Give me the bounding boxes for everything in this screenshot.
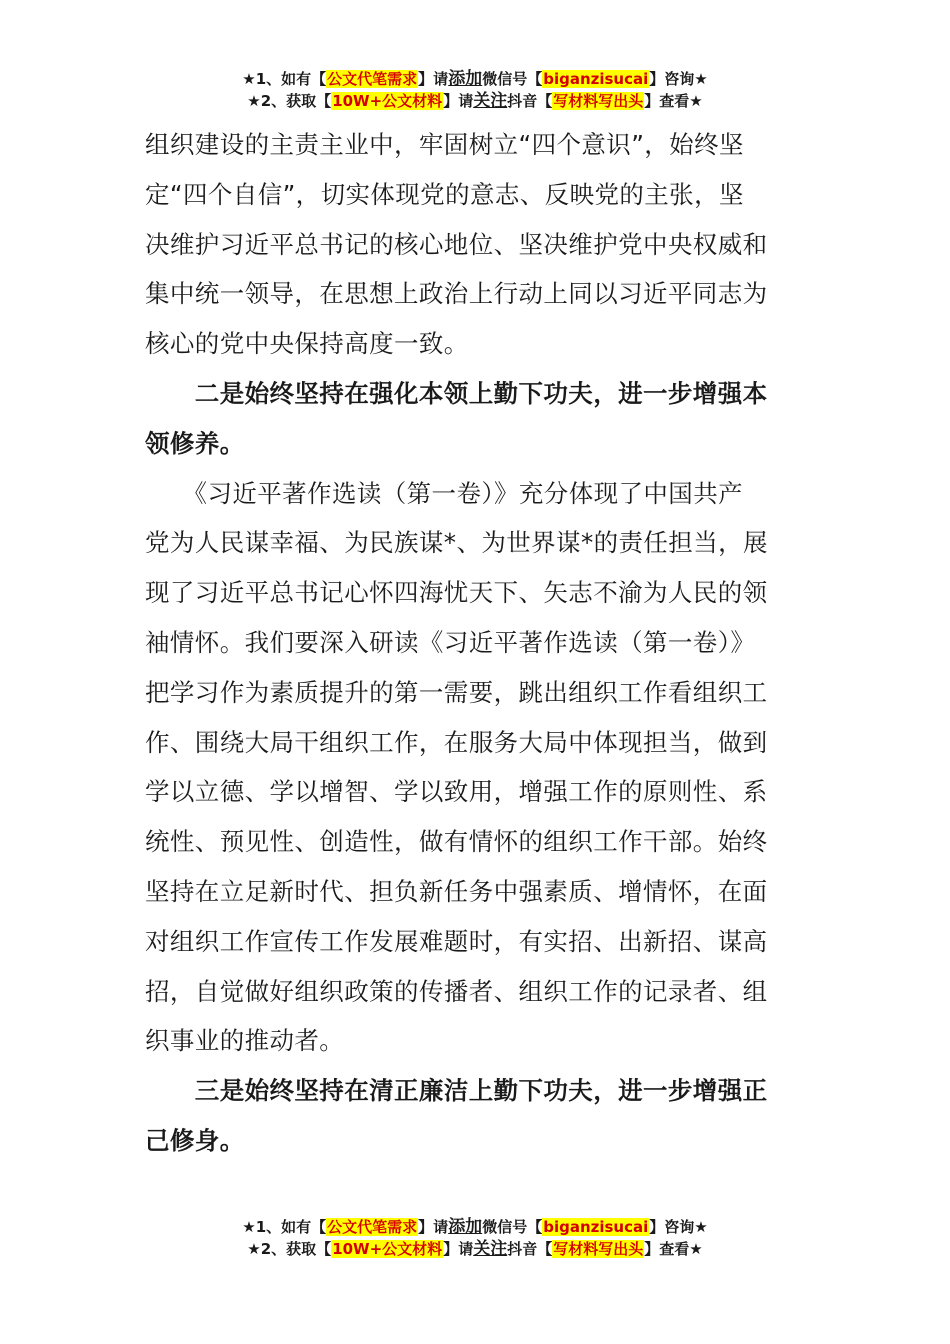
paragraph: [145, 469, 810, 1067]
banner-emphasis: 关注: [473, 1239, 508, 1259]
footer-banner: [0, 1216, 950, 1260]
banner-emphasis: 添加: [448, 1217, 483, 1237]
text-line: 织事业的推动者。: [145, 1026, 345, 1056]
wechat-id-highlight: biganzisucai: [543, 1218, 649, 1236]
banner-text: ★2、获取【: [247, 92, 332, 110]
text-line: 定“四个自信”，切实体现党的意志、反映党的主张，坚: [145, 179, 744, 209]
banner-line-1: [0, 1216, 950, 1238]
text-line: 己修身。: [145, 1125, 245, 1155]
banner-text: 】请: [443, 1240, 474, 1258]
banner-line-1: [0, 68, 950, 90]
douyin-highlight: 写材料写出头: [553, 92, 644, 110]
text-line: 统性、预见性、创造性，做有情怀的组织工作干部。始终: [145, 827, 768, 857]
text-line: 招，自觉做好组织政策的传播者、组织工作的记录者、组: [145, 976, 768, 1006]
banner-emphasis: 添加: [448, 69, 483, 89]
document-body: [145, 120, 810, 1166]
banner-emphasis: 关注: [473, 91, 508, 111]
text-line: 领修养。: [145, 428, 245, 458]
text-line: 集中统一领导，在思想上政治上行动上同以习近平同志为: [145, 279, 768, 309]
banner-highlight: 10W+公文材料: [332, 1240, 443, 1258]
text-line: 三是始终坚持在清正廉洁上勤下功夫，进一步增强正: [145, 1076, 768, 1106]
banner-text: 微信号【: [482, 70, 543, 88]
text-line: 核心的党中央保持高度一致。: [145, 329, 469, 359]
banner-text: 】咨询★: [649, 1218, 708, 1236]
banner-text: 】请: [418, 70, 449, 88]
text-line: 坚持在立足新时代、担负新任务中强素质、增情怀，在面: [145, 876, 768, 906]
banner-highlight: 公文代笔需求: [327, 70, 418, 88]
banner-text: ★2、获取【: [247, 1240, 332, 1258]
text-line: 现了习近平总书记心怀四海忧天下、矢志不渝为人民的领: [145, 578, 768, 608]
text-line: 组织建设的主责主业中，牢固树立“四个意识”，始终坚: [145, 130, 744, 159]
banner-text: 】查看★: [644, 1240, 703, 1258]
banner-text: 】查看★: [644, 92, 703, 110]
banner-line-2: [0, 1238, 950, 1260]
header-banner: [0, 68, 950, 112]
banner-text: 】咨询★: [649, 70, 708, 88]
text-line: 二是始终坚持在强化本领上勤下功夫，进一步增强本: [145, 378, 768, 408]
banner-text: 微信号【: [482, 1218, 543, 1236]
text-line: 把学习作为素质提升的第一需要，跳出组织工作看组织工: [145, 677, 768, 707]
wechat-id-highlight: biganzisucai: [543, 70, 649, 88]
paragraph: [145, 120, 810, 369]
banner-line-2: [0, 90, 950, 112]
text-line: 学以立德、学以增智、学以致用，增强工作的原则性、系: [145, 777, 768, 807]
douyin-highlight: 写材料写出头: [553, 1240, 644, 1258]
banner-text: 】请: [443, 92, 474, 110]
banner-text: 抖音【: [507, 1240, 553, 1258]
text-line: 《习近平著作选读（第一卷）》充分体现了中国共产: [145, 478, 743, 508]
text-line: 党为人民谋幸福、为民族谋*、为世界谋*的责任担当，展: [145, 528, 768, 558]
banner-text: 】请: [418, 1218, 449, 1236]
banner-highlight: 10W+公文材料: [332, 92, 443, 110]
text-line: 决维护习近平总书记的核心地位、坚决维护党中央权威和: [145, 229, 768, 259]
text-line: 对组织工作宣传工作发展难题时，有实招、出新招、谋高: [145, 926, 768, 956]
banner-highlight: 公文代笔需求: [327, 1218, 418, 1236]
section-heading: [145, 1066, 810, 1166]
text-line: 作、围绕大局干组织工作，在服务大局中体现担当，做到: [145, 727, 768, 757]
banner-text: ★1、如有【: [242, 1218, 327, 1236]
banner-text: ★1、如有【: [242, 70, 327, 88]
section-heading: [145, 369, 810, 469]
banner-text: 抖音【: [507, 92, 553, 110]
text-line: 袖情怀。我们要深入研读《习近平著作选读（第一卷）》: [145, 627, 756, 657]
